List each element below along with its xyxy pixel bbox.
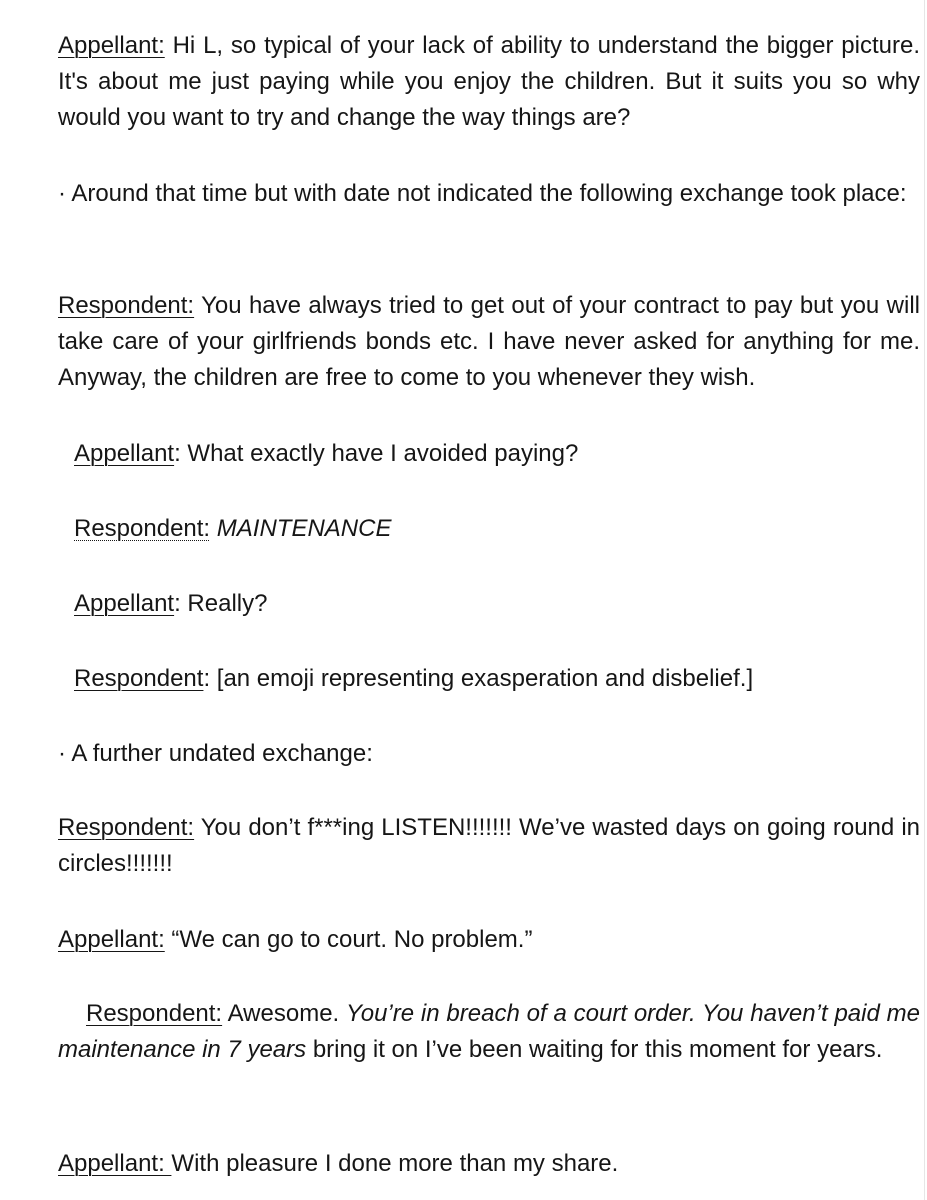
paragraph-text: : [an emoji representing exasperation and disbelief.] (203, 665, 754, 692)
speaker-label: Appellant: (58, 1150, 172, 1177)
paragraph-text: bring it on I’ve been waiting for this moment for years. (306, 1036, 883, 1063)
paragraph-text: Hi L, so typical of your lack of ability to understand the bigger picture. It's about me just paying while you enjoy the children. But it suits you so why would you want to try and change the way things are? (58, 32, 920, 131)
speaker-label: Respondent: (58, 292, 195, 319)
paragraph-text: “We can go to court. No problem.” (164, 926, 533, 953)
paragraph-text: : Really? (174, 590, 268, 617)
paragraph-text: MAINTENANCE (210, 515, 392, 542)
paragraph-text: : What exactly have I avoided paying? (174, 440, 579, 467)
paragraph-respondent-4 (58, 810, 920, 882)
speaker-label: Respondent (74, 665, 204, 692)
speaker-label: Respondent: (74, 515, 211, 542)
paragraph-respondent-1 (58, 288, 920, 396)
page-edge-divider (924, 0, 925, 1200)
paragraph-text: You don’t f***ing LISTEN!!!!!!! We’ve wasted days on going round in circles!!!!!!! (58, 814, 920, 877)
paragraph-appellant-4 (58, 922, 920, 958)
speaker-label: Respondent: (86, 1000, 223, 1027)
paragraph-appellant-2 (74, 436, 920, 472)
speaker-label: Appellant (74, 440, 175, 467)
paragraph-text: With pleasure I done more than my share. (171, 1150, 619, 1177)
paragraph-respondent-2 (74, 511, 920, 547)
paragraph-text-italic: You’re in breach of a court order. You haven’t paid me maintenance in 7 years (58, 1000, 920, 1063)
paragraph-appellant-5 (58, 1146, 920, 1182)
paragraph-text: Awesome. (222, 1000, 347, 1027)
paragraph-appellant-1 (58, 28, 920, 136)
paragraph-respondent-5 (58, 996, 920, 1068)
speaker-label: Appellant: (58, 32, 165, 59)
speaker-label: Appellant: (58, 926, 165, 953)
narrative-note-2: · A further undated exchange: (58, 740, 373, 767)
narrative-note-1: · Around that time but with date not indicated the following exchange took place: (58, 180, 907, 207)
speaker-label: Respondent: (58, 814, 195, 841)
paragraph-respondent-3 (74, 661, 920, 697)
paragraph-text: You have always tried to get out of your contract to pay but you will take care of your girlfriends bonds etc. I have never asked for anything for me. Anyway, the children are free to come to you whenever they wish. (58, 292, 920, 391)
paragraph-appellant-3 (74, 586, 920, 622)
speaker-label: Appellant (74, 590, 175, 617)
